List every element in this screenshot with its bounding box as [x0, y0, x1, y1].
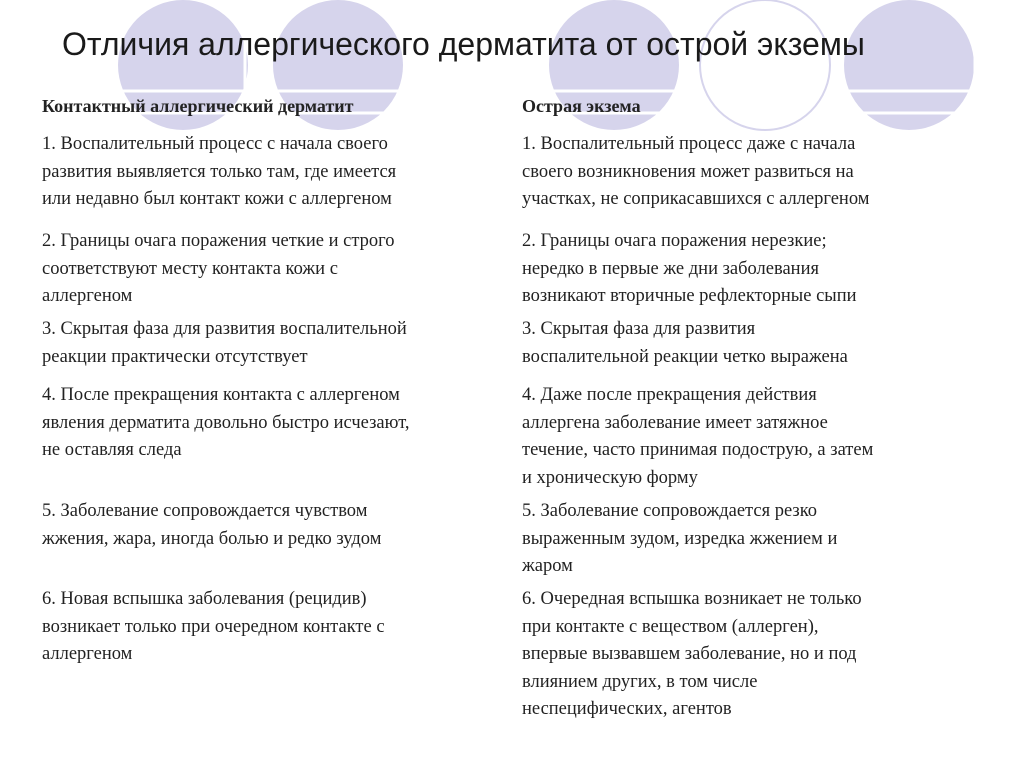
row-1-right: 1. Воспалительный процесс даже с начала своего возникновения может развиться на участках, не соприкасавшихся с аллергеном: [522, 134, 870, 209]
decor-ring-1: [700, 0, 830, 130]
row-5-left: 5. Заболевание сопровождается чувством жжения, жара, иногда болью и редко зудом: [42, 501, 382, 549]
row-3-left: 3. Скрытая фаза для развития воспалительной реакции практически отсутствует: [42, 319, 407, 367]
header-acute-eczema: Острая экзема: [522, 96, 641, 116]
row-4-right: 4. Даже после прекращения действия аллергена заболевание имеет затяжное течение, часто принимая подострую, а затем и хроническую форму: [522, 385, 874, 488]
header-contact-dermatitis: Контактный аллергический дерматит: [42, 96, 354, 116]
row-4-left: 4. После прекращения контакта с аллергеном явления дерматита довольно быстро исчезают, не оставляя следа: [42, 385, 410, 460]
row-5-right: 5. Заболевание сопровождается резко выраженным зудом, изредка жжением и жаром: [522, 501, 838, 576]
row-6-left: 6. Новая вспышка заболевания (рецидив) возникает только при очередном контакте с аллергеном: [42, 589, 385, 664]
row-6-right: 6. Очередная вспышка возникает не только при контакте с веществом (аллерген), впервые вызвавшем заболевание, но и под влиянием других, в том числе неспецифических, агентов: [522, 589, 862, 719]
row-2-right: 2. Границы очага поражения нерезкие; нередко в первые же дни заболевания возникают вторичные рефлекторные сыпи: [522, 231, 857, 306]
row-1-left: 1. Воспалительный процесс с начала своего развития выявляется только там, где имеется или недавно был контакт кожи с аллергеном: [42, 134, 397, 209]
row-3-right: 3. Скрытая фаза для развития воспалительной реакции четко выражена: [522, 319, 848, 367]
decor-circle-4: [844, 0, 974, 130]
slide-title: Отличия аллергического дерматита от острой экземы: [62, 26, 865, 62]
row-2-left: 2. Границы очага поражения четкие и строго соответствуют месту контакта кожи с аллергеном: [42, 231, 395, 306]
